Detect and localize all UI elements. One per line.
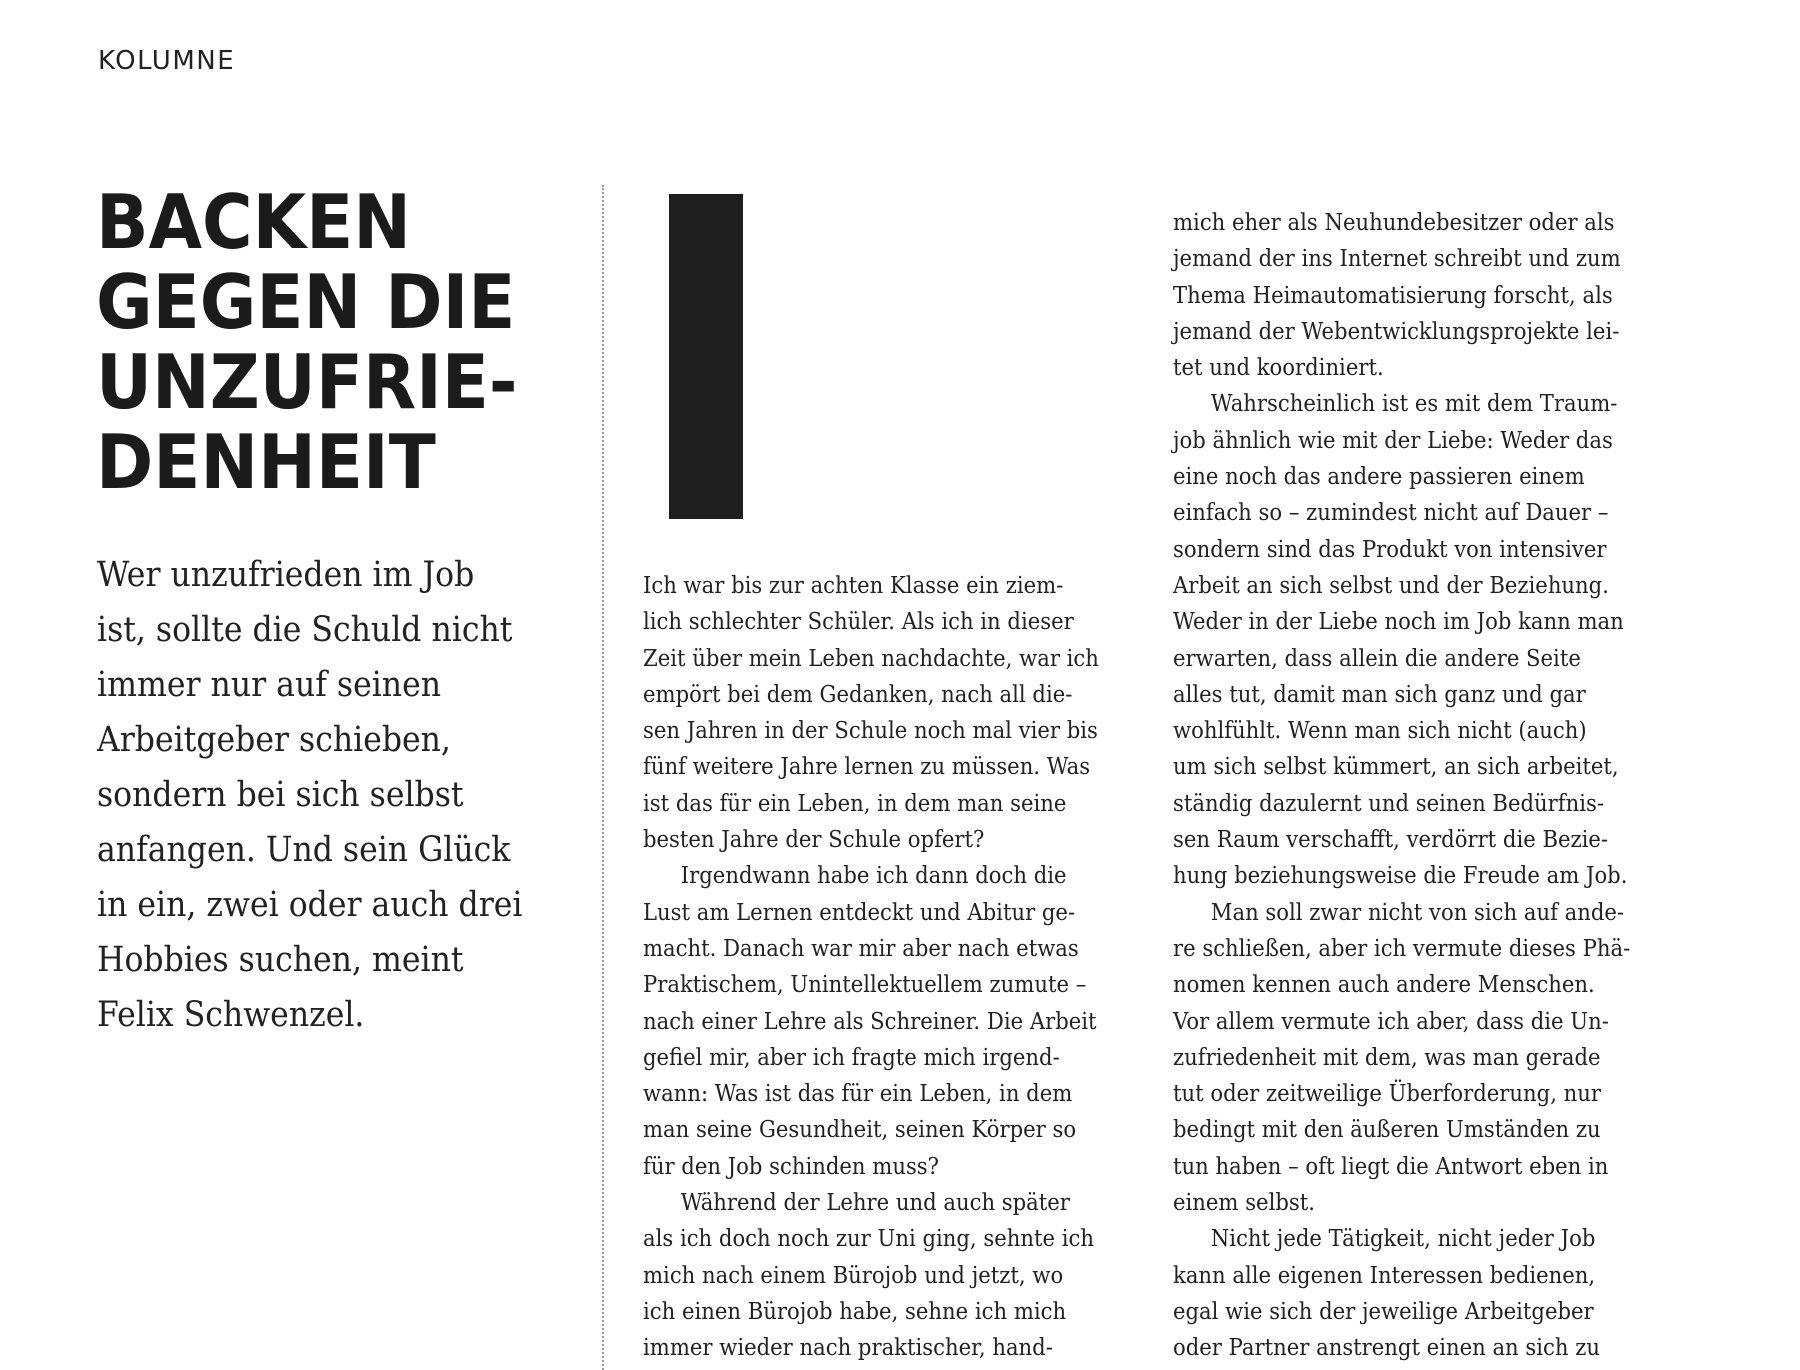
body-line: man seine Gesundheit, seinen Körper so bbox=[643, 1115, 1077, 1144]
body-line: re schließen, aber ich vermute dieses Phä- bbox=[1173, 933, 1631, 962]
body-line: einfach so – zumindest nicht auf Dauer – bbox=[1173, 498, 1609, 527]
lead-paragraph bbox=[97, 548, 567, 1043]
body-line: nomen kennen auch andere Menschen. bbox=[1173, 970, 1595, 999]
lead-line: Wer unzufrieden im Job bbox=[97, 555, 475, 595]
body-line: tet und koordiniert. bbox=[1173, 353, 1384, 382]
body-line: hung beziehungsweise die Freude am Job. bbox=[1173, 861, 1628, 890]
body-line: mich eher als Neuhundebesitzer oder als bbox=[1173, 208, 1615, 236]
body-line: Wahrscheinlich ist es mit dem Traum- bbox=[1210, 389, 1618, 418]
body-line: Zeit über mein Leben nachdachte, war ich bbox=[643, 643, 1099, 672]
body-line: zufriedenheit mit dem, was man gerade bbox=[1173, 1042, 1601, 1071]
headline-line: GEGEN DIE bbox=[96, 258, 516, 346]
body-line: Während der Lehre und auch später bbox=[680, 1188, 1070, 1217]
body-line: sen Raum verschafft, verdörrt die Bezie- bbox=[1173, 825, 1609, 854]
body-line: egal wie sich der jeweilige Arbeitgeber bbox=[1173, 1296, 1594, 1325]
body-line: tut oder zeitweilige Überforderung, nur bbox=[1173, 1079, 1601, 1108]
body-line: Vor allem vermute ich aber, dass die Un- bbox=[1173, 1006, 1609, 1035]
body-line: erwarten, dass allein die andere Seite bbox=[1173, 643, 1581, 672]
body-line: Ich war bis zur achten Klasse ein ziem- bbox=[643, 571, 1064, 599]
body-column-1 bbox=[643, 567, 1133, 1366]
body-line: macht. Danach war mir aber nach etwas bbox=[643, 933, 1079, 962]
body-line: um sich selbst kümmert, an sich arbeitet, bbox=[1173, 752, 1619, 781]
column-divider bbox=[602, 185, 604, 1370]
body-line: fünf weitere Jahre lernen zu müssen. Was bbox=[643, 752, 1091, 781]
body-line: kann alle eigenen Interessen bedienen, bbox=[1173, 1260, 1596, 1289]
lead-line: ist, sollte die Schuld nicht bbox=[97, 610, 513, 650]
body-column-2 bbox=[1173, 204, 1663, 1366]
body-line: Lust am Lernen entdeckt und Abitur ge- bbox=[643, 897, 1076, 926]
body-line: eine noch das andere passieren einem bbox=[1173, 462, 1585, 491]
body-line: empört bei dem Gedanken, nach all die- bbox=[643, 679, 1073, 708]
body-line: Irgendwann habe ich dann doch die bbox=[680, 861, 1067, 890]
body-line: sondern sind das Produkt von intensiver bbox=[1173, 534, 1607, 563]
body-line: Thema Heimautomatisierung forscht, als bbox=[1173, 280, 1613, 309]
body-line: einem selbst. bbox=[1173, 1188, 1315, 1217]
headline-line: UNZUFRIE- bbox=[96, 338, 518, 426]
body-line: gefiel mir, aber ich fragte mich irgend- bbox=[643, 1042, 1060, 1071]
body-line: mich nach einem Bürojob und jetzt, wo bbox=[643, 1260, 1064, 1289]
body-line: nach einer Lehre als Schreiner. Die Arbeit bbox=[643, 1006, 1097, 1035]
headline-line: BACKEN bbox=[96, 178, 411, 266]
body-line: bedingt mit den äußeren Umständen zu bbox=[1173, 1115, 1601, 1144]
body-line: sen Jahren in der Schule noch mal vier bis bbox=[643, 716, 1098, 745]
body-line: Arbeit an sich selbst und der Beziehung. bbox=[1173, 570, 1609, 599]
body-line: ist das für ein Leben, in dem man seine bbox=[643, 788, 1067, 817]
headline bbox=[96, 178, 576, 506]
body-line: für den Job schinden muss? bbox=[643, 1151, 939, 1180]
body-line: alles tut, damit man sich ganz und gar bbox=[1173, 679, 1586, 708]
body-line: tun haben – oft liegt die Antwort eben in bbox=[1173, 1151, 1609, 1180]
body-line: ständig dazulernt und seinen Bedürfnis- bbox=[1173, 788, 1604, 817]
section-label: KOLUMNE bbox=[98, 46, 236, 76]
body-line: besten Jahre der Schule opfert? bbox=[643, 825, 985, 854]
lead-line: anfangen. Und sein Glück bbox=[97, 830, 511, 870]
drop-cap bbox=[669, 194, 743, 519]
body-line: Weder in der Liebe noch im Job kann man bbox=[1173, 607, 1624, 636]
lead-line: Felix Schwenzel. bbox=[97, 995, 365, 1035]
body-line: oder Partner anstrengt einen an sich zu bbox=[1173, 1333, 1600, 1362]
body-line: Nicht jede Tätigkeit, nicht jeder Job bbox=[1210, 1224, 1596, 1253]
lead-line: immer nur auf seinen bbox=[97, 665, 442, 705]
body-line: wohlfühlt. Wenn man sich nicht (auch) bbox=[1173, 716, 1587, 745]
lead-line: Arbeitgeber schieben, bbox=[97, 720, 451, 760]
body-line: lich schlechter Schüler. Als ich in dieser bbox=[643, 607, 1074, 636]
body-line: immer wieder nach praktischer, hand- bbox=[643, 1333, 1053, 1362]
lead-line: sondern bei sich selbst bbox=[97, 775, 464, 815]
lead-line: Hobbies suchen, meint bbox=[97, 940, 464, 980]
body-line: als ich doch noch zur Uni ging, sehnte ich bbox=[643, 1224, 1094, 1253]
headline-line: DENHEIT bbox=[96, 418, 436, 506]
body-line: ich einen Bürojob habe, sehne ich mich bbox=[643, 1296, 1067, 1325]
body-line: jemand der Webentwicklungsprojekte lei- bbox=[1173, 316, 1620, 345]
body-line: wann: Was ist das für ein Leben, in dem bbox=[643, 1079, 1073, 1108]
body-line: job ähnlich wie mit der Liebe: Weder das bbox=[1173, 425, 1613, 454]
body-line: jemand der ins Internet schreibt und zum bbox=[1173, 244, 1621, 273]
lead-line: in ein, zwei oder auch drei bbox=[97, 885, 523, 925]
body-line: Praktischem, Unintellektuellem zumute – bbox=[643, 970, 1087, 999]
body-line: Man soll zwar nicht von sich auf ande- bbox=[1210, 897, 1625, 926]
